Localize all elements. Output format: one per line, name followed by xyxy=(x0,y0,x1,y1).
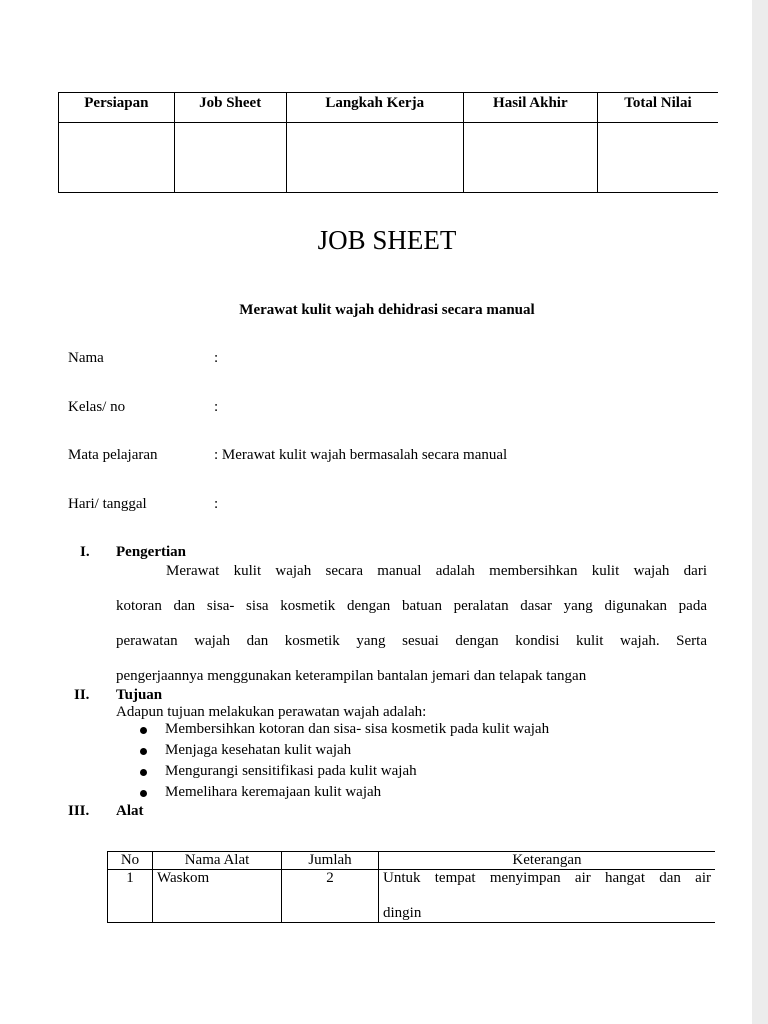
section-1-line: perawatan wajah dan kosmetik yang sesuai dengan kondisi kulit wajah. Serta xyxy=(116,633,707,649)
score-table-value-row xyxy=(59,123,719,193)
bullet-icon xyxy=(140,727,147,734)
keterangan-line: dingin xyxy=(383,905,422,921)
score-table xyxy=(58,92,718,193)
section-1-line: Merawat kulit wajah secara manual adalah membersihkan kulit wajah dari xyxy=(166,563,707,579)
list-item xyxy=(116,763,549,784)
section-1-line: kotoran dan sisa- sisa kosmetik dengan batuan peralatan dasar yang digunakan pada xyxy=(116,598,707,614)
section-1-number: I. xyxy=(80,544,90,560)
score-header-langkah-kerja: Langkah Kerja xyxy=(286,93,463,123)
alat-header-nama: Nama Alat xyxy=(153,852,282,870)
section-3-title: Alat xyxy=(116,803,144,819)
list-item xyxy=(116,721,549,742)
table-row xyxy=(108,870,716,923)
field-mata-pelajaran-value: : Merawat kulit wajah bermasalah secara manual xyxy=(214,447,508,463)
score-cell-langkah-kerja xyxy=(286,123,463,193)
vertical-scrollbar[interactable] xyxy=(752,0,768,1024)
alat-table xyxy=(107,851,715,923)
field-hari-tanggal-label: Hari/ tanggal xyxy=(68,496,147,512)
score-table-header-row xyxy=(59,93,719,123)
field-kelas-value: : xyxy=(214,399,219,415)
score-header-hasil-akhir: Hasil Akhir xyxy=(463,93,597,123)
section-2-intro: Adapun tujuan melakukan perawatan wajah adalah: xyxy=(116,704,427,720)
page-subtitle: Merawat kulit wajah dehidrasi secara manual xyxy=(239,302,535,318)
list-item-text: Menjaga kesehatan kulit wajah xyxy=(165,742,352,758)
section-2-title: Tujuan xyxy=(116,687,163,703)
list-item-text: Mengurangi sensitifikasi pada kulit wajah xyxy=(165,763,417,779)
list-item-text: Membersihkan kotoran dan sisa- sisa kosmetik pada kulit wajah xyxy=(165,721,550,737)
section-2-bullet-list xyxy=(116,721,549,805)
score-cell-total-nilai xyxy=(597,123,718,193)
alat-table-header-row xyxy=(108,852,716,870)
score-cell-job-sheet xyxy=(174,123,286,193)
field-hari-tanggal-value: : xyxy=(214,496,219,512)
field-mata-pelajaran-label: Mata pelajaran xyxy=(68,447,158,463)
keterangan-line: Untuk tempat menyimpan air hangat dan air xyxy=(383,870,711,886)
alat-cell-no: 1 xyxy=(108,870,153,923)
score-header-total-nilai: Total Nilai xyxy=(597,93,718,123)
section-1-line: pengerjaannya menggunakan keterampilan bantalan jemari dan telapak tangan xyxy=(116,668,587,684)
score-header-job-sheet: Job Sheet xyxy=(174,93,286,123)
page-title: JOB SHEET xyxy=(317,225,457,255)
section-1-paragraph xyxy=(116,563,707,686)
bullet-icon xyxy=(140,748,147,755)
bullet-icon xyxy=(140,790,147,797)
section-3-number: III. xyxy=(68,803,90,819)
section-1-title: Pengertian xyxy=(116,544,186,560)
list-item xyxy=(116,784,549,805)
score-cell-hasil-akhir xyxy=(463,123,597,193)
score-header-persiapan: Persiapan xyxy=(59,93,175,123)
alat-header-no: No xyxy=(108,852,153,870)
alat-cell-keterangan xyxy=(379,870,716,923)
field-kelas-label: Kelas/ no xyxy=(68,399,126,415)
bullet-icon xyxy=(140,769,147,776)
alat-cell-jumlah: 2 xyxy=(282,870,379,923)
field-nama-value: : xyxy=(214,350,219,366)
list-item-text: Memelihara keremajaan kulit wajah xyxy=(165,784,382,800)
alat-header-keterangan: Keterangan xyxy=(379,852,716,870)
field-nama-label: Nama xyxy=(68,350,104,366)
list-item xyxy=(116,742,549,763)
section-2-number: II. xyxy=(74,687,90,703)
alat-header-jumlah: Jumlah xyxy=(282,852,379,870)
alat-cell-nama: Waskom xyxy=(153,870,282,923)
score-cell-persiapan xyxy=(59,123,175,193)
